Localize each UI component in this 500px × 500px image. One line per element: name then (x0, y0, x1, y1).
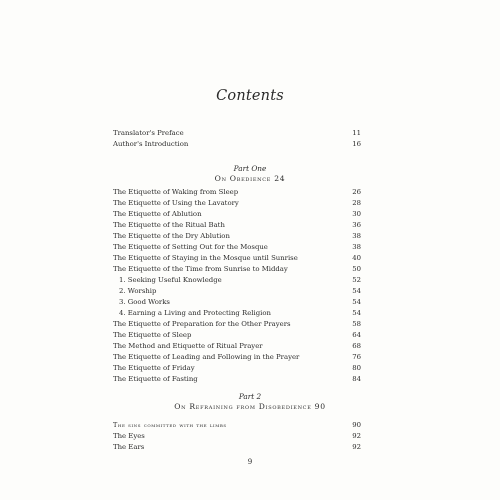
toc-entry (113, 209, 361, 220)
toc-entry (113, 253, 361, 264)
toc-entry-page: 90 (352, 421, 361, 429)
page-title: Contents (216, 88, 284, 104)
toc-entry (113, 363, 361, 374)
part-one-label: Part One (233, 164, 267, 173)
toc-entry-label: The Etiquette of Fasting (113, 375, 198, 383)
toc-entry-page: 38 (352, 232, 361, 240)
toc-subentry (113, 297, 361, 308)
toc-subentry (113, 308, 361, 319)
toc-entry (113, 341, 361, 352)
page-number: 9 (247, 458, 253, 466)
toc-entry (113, 220, 361, 231)
toc-entry (113, 264, 361, 275)
toc-entry (113, 330, 361, 341)
toc-entry-page: 92 (352, 432, 361, 440)
toc-entry-page: 36 (352, 221, 361, 229)
toc-entry-label: Translator's Preface (113, 129, 184, 137)
toc-entry-label: The Etiquette of the Time from Sunrise to Midday (113, 265, 288, 273)
toc-entry (113, 374, 361, 385)
toc-entry-label: The Etiquette of Staying in the Mosque until Sunrise (113, 254, 298, 262)
toc-subentry (113, 286, 361, 297)
toc-entry (113, 187, 361, 198)
toc-entry-label: The Etiquette of Preparation for the Other Prayers (113, 320, 291, 328)
toc-entry (113, 198, 361, 209)
toc-entry-label: 4. Earning a Living and Protecting Religion (119, 309, 271, 317)
toc-entry-label: The Method and Etiquette of Ritual Prayer (113, 342, 263, 350)
toc-entry (113, 442, 361, 453)
toc-entry (113, 139, 361, 150)
toc-entry-label: The Etiquette of Waking from Sleep (113, 188, 239, 196)
toc-subhead-label: The sins committed with the limbs (113, 421, 227, 429)
toc-subhead (113, 420, 361, 431)
toc-entry-page: 26 (352, 188, 361, 196)
toc-entry-label: The Etiquette of the Dry Ablution (113, 232, 230, 240)
toc-entry-page: 54 (352, 287, 361, 295)
toc-entry-page: 92 (352, 443, 361, 451)
toc-entry (113, 431, 361, 442)
toc-entry-label: The Etiquette of Using the Lavatory (113, 199, 239, 207)
toc-entry-label: 1. Seeking Useful Knowledge (119, 276, 222, 284)
toc-entry-page: 30 (352, 210, 361, 218)
toc-entry-page: 68 (352, 342, 361, 350)
toc-entry-page: 50 (352, 265, 361, 273)
part-two-label: Part 2 (238, 392, 262, 401)
toc-entry-label: 3. Good Works (119, 298, 170, 306)
toc-entry-page: 40 (352, 254, 361, 262)
toc-entry-label: The Etiquette of Sleep (113, 331, 192, 339)
part-one-title: On Obedience 24 (214, 174, 286, 183)
toc-entry-page: 80 (352, 364, 361, 372)
toc-entry (113, 352, 361, 363)
toc-entry-page: 58 (352, 320, 361, 328)
toc-entry-label: The Etiquette of Friday (113, 364, 195, 372)
toc-entry-page: 11 (352, 129, 361, 137)
toc-entry-label: The Etiquette of Ablution (113, 210, 202, 218)
toc-entry (113, 231, 361, 242)
toc-entry-label: The Eyes (113, 432, 145, 440)
toc-entry-label: The Etiquette of the Ritual Bath (113, 221, 225, 229)
toc-entry-page: 52 (352, 276, 361, 284)
toc-entry-page: 54 (352, 298, 361, 306)
toc-entry-page: 76 (352, 353, 361, 361)
toc-entry-page: 38 (352, 243, 361, 251)
toc-entry-page: 16 (352, 140, 361, 148)
toc-subentry (113, 275, 361, 286)
toc-entry (113, 128, 361, 139)
toc-entry-page: 64 (352, 331, 361, 339)
part-two-title: On Refraining from Disobedience 90 (174, 402, 326, 411)
toc-entry (113, 319, 361, 330)
toc-entry-label: The Etiquette of Setting Out for the Mosque (113, 243, 268, 251)
toc-entry-label: 2. Worship (119, 287, 157, 295)
toc-entry-label: Author's Introduction (113, 140, 189, 148)
toc-entry-page: 54 (352, 309, 361, 317)
toc-entry-label: The Ears (113, 443, 145, 451)
toc-entry-page: 28 (352, 199, 361, 207)
toc-entry (113, 242, 361, 253)
toc-entry-page: 84 (352, 375, 361, 383)
toc-entry-label: The Etiquette of Leading and Following in the Prayer (113, 353, 300, 361)
